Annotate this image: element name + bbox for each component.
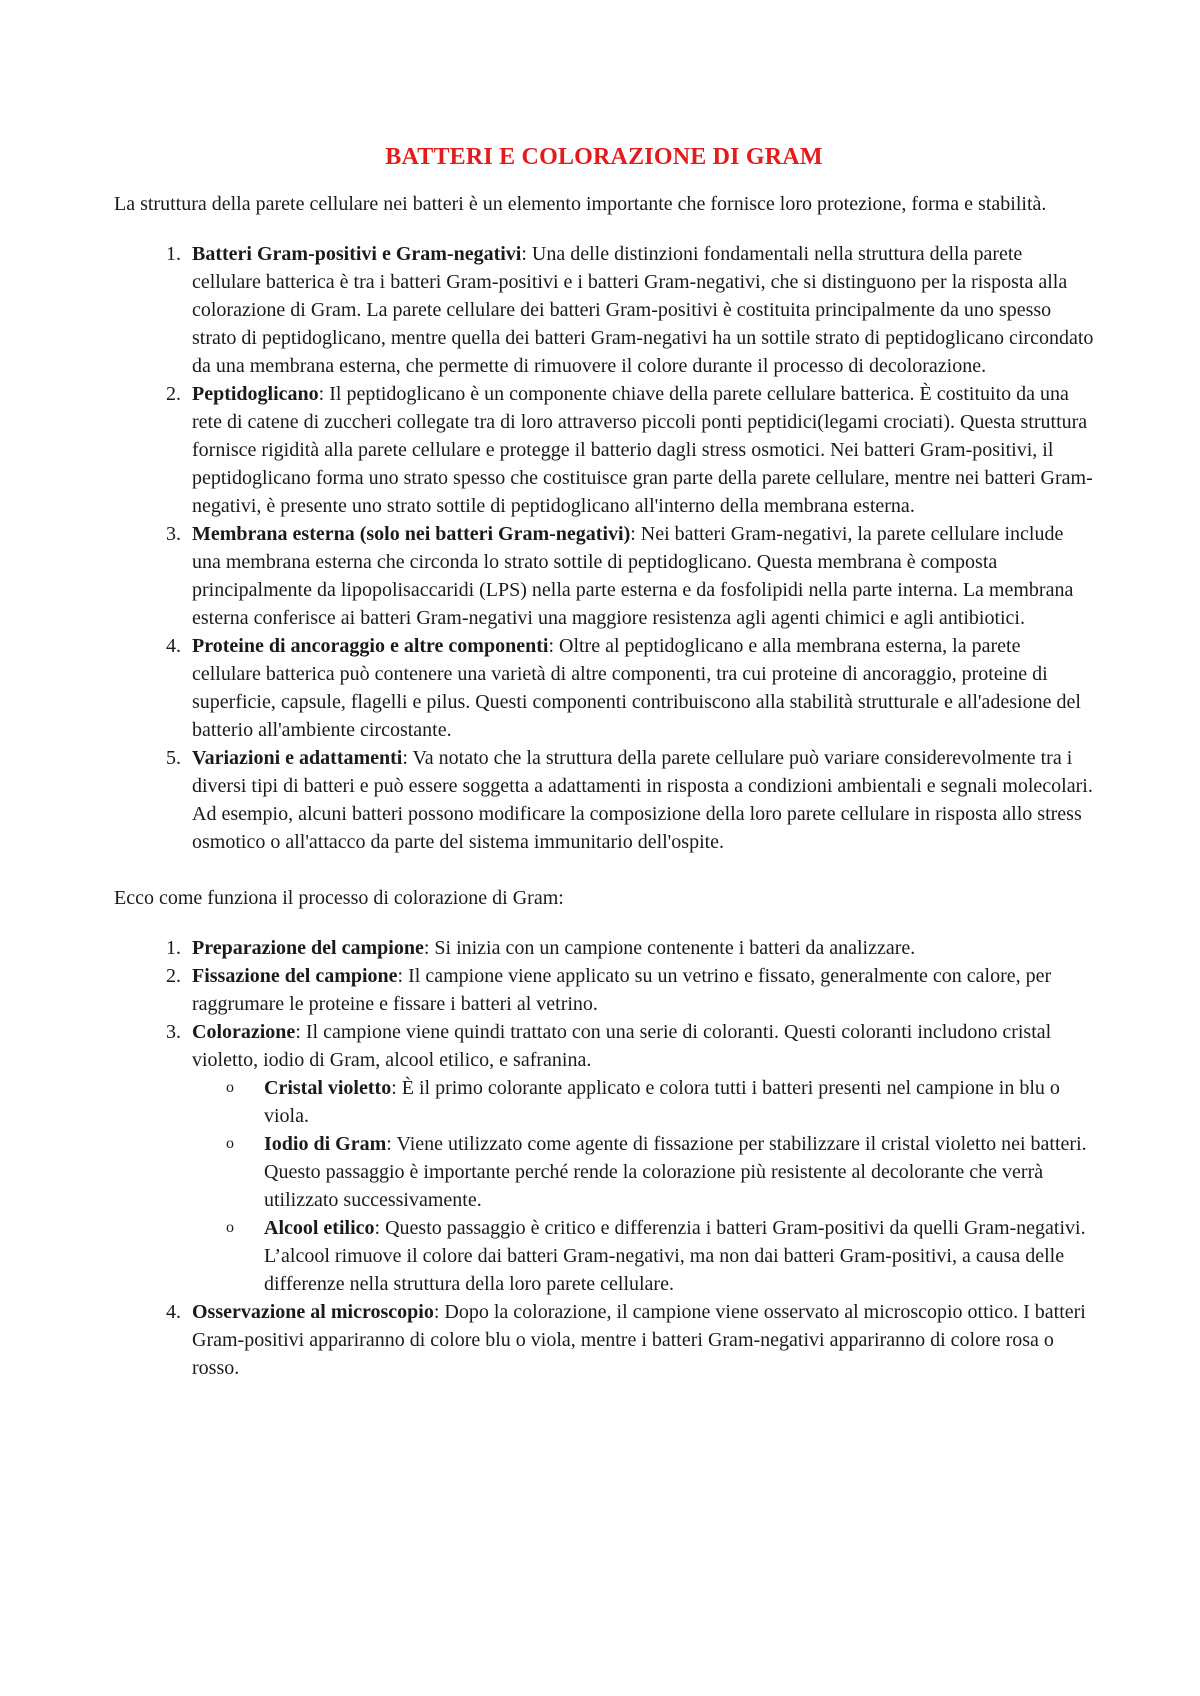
bullet-icon: o <box>226 1079 234 1096</box>
list-item-term: Batteri Gram-positivi e Gram-negativi <box>192 243 522 265</box>
sublist-item <box>226 1074 1094 1130</box>
list-item-term: Osservazione al microscopio <box>192 1301 434 1323</box>
list-item-term: Preparazione del campione <box>192 937 424 959</box>
sublist-item <box>226 1130 1094 1214</box>
list-item-text: : Il campione viene applicato su un vetrino e fissato, generalmente con calore, per raggrumare le proteine e fissare i batteri al vetrino. <box>192 965 1052 1015</box>
sublist-item-text: : È il primo colorante applicato e colora tutti i batteri presenti nel campione in blu o viola. <box>264 1077 1060 1127</box>
list-item-text: : Nei batteri Gram-negativi, la parete cellulare include una membrana esterna che circonda lo strato sottile di peptidoglicano. Questa membrana è composta principalmente da lipopolisaccaridi (LPS) nella parte esterna e da fosfolipidi nella parte interna. La membrana esterna conferisce ai batteri Gram-negativi una maggiore resistenza agli agenti chimici e agli antibiotici. <box>192 523 1074 629</box>
gram-process-list <box>114 934 1094 1382</box>
list-item <box>186 632 1094 744</box>
sublist-item-term: Alcool etilico <box>264 1217 375 1239</box>
list-item-term: Variazioni e adattamenti <box>192 747 403 769</box>
list-item-term: Fissazione del campione <box>192 965 398 987</box>
list-item <box>186 1298 1094 1382</box>
list-item-text: : Il peptidoglicano è un componente chiave della parete cellulare batterica. È costituito da una rete di catene di zuccheri collegate tra di loro attraverso piccoli ponti peptidici(legami crociati). Questa struttura fornisce rigidità alla parete cellulare e protegge il batterio dagli stress osmotici. Nei batteri Gram-positivi, il peptidoglicano forma uno strato spesso che costituisce gran parte della parete cellulare, mentre nei batteri Gram-negativi, è presente uno strato sottile di peptidoglicano all'interno della membrana esterna. <box>192 383 1093 517</box>
bullet-icon: o <box>226 1219 234 1236</box>
list-item <box>186 1018 1094 1298</box>
list-item-text: : Il campione viene quindi trattato con una serie di coloranti. Questi coloranti includono cristal violetto, iodio di Gram, alcool etilico, e safranina. <box>192 1021 1052 1071</box>
list-item-term: Membrana esterna (solo nei batteri Gram-negativi) <box>192 523 631 545</box>
list-item <box>186 934 1094 962</box>
list-item-text: : Oltre al peptidoglicano e alla membrana esterna, la parete cellulare batterica può contenere una varietà di altre componenti, tra cui proteine di ancoraggio, proteine di superficie, capsule, flagelli e pilus. Questi componenti contribuiscono alla stabilità strutturale e all'adesione del batterio all'ambiente circostante. <box>192 635 1081 741</box>
sublist-item <box>226 1214 1094 1298</box>
wall-structure-list <box>114 240 1094 856</box>
list-item-term: Colorazione <box>192 1021 296 1043</box>
document-page <box>114 142 1094 1410</box>
bullet-icon: o <box>226 1135 234 1152</box>
stain-sublist <box>192 1074 1094 1298</box>
intro-paragraph: La struttura della parete cellulare nei batteri è un elemento importante che fornisce loro protezione, forma e stabilità. <box>114 193 1047 215</box>
list-item-text: : Si inizia con un campione contenente i batteri da analizzare. <box>423 937 916 959</box>
sublist-item-text: : Viene utilizzato come agente di fissazione per stabilizzare il cristal violetto nei batteri. Questo passaggio è importante perché rende la colorazione più resistente al decolorante che verrà utilizzato successivamente. <box>264 1133 1087 1211</box>
sublist-item-text: : Questo passaggio è critico e differenzia i batteri Gram-positivi da quelli Gram-negativi. L’alcool rimuove il colore dai batteri Gram-negativi, ma non dai batteri Gram-positivi, a causa delle differenze nella struttura della loro parete cellulare. <box>264 1217 1086 1295</box>
list-item <box>186 380 1094 520</box>
list-item-term: Proteine di ancoraggio e altre componenti <box>192 635 549 657</box>
list-item-term: Peptidoglicano <box>192 383 319 405</box>
list-item <box>186 962 1094 1018</box>
document-title: BATTERI E COLORAZIONE DI GRAM <box>385 144 823 170</box>
sublist-item-term: Cristal violetto <box>264 1077 392 1099</box>
list-item-text: : Va notato che la struttura della parete cellulare può variare considerevolmente tra i diversi tipi di batteri e può essere soggetta a adattamenti in risposta a condizioni ambientali e segnali molecolari. Ad esempio, alcuni batteri possono modificare la composizione della loro parete cellulare in risposta allo stress osmotico o all'attacco da parte del sistema immunitario dell'ospite. <box>192 747 1093 853</box>
sublist-item-term: Iodio di Gram <box>264 1133 387 1155</box>
process-intro-paragraph: Ecco come funziona il processo di colorazione di Gram: <box>114 887 564 909</box>
list-item-text: : Dopo la colorazione, il campione viene osservato al microscopio ottico. I batteri Gram-positivi appariranno di colore blu o viola, mentre i batteri Gram-negativi appariranno di colore rosa o rosso. <box>192 1301 1086 1379</box>
list-item <box>186 520 1094 632</box>
list-item <box>186 744 1094 856</box>
list-item <box>186 240 1094 380</box>
list-item-text: : Una delle distinzioni fondamentali nella struttura della parete cellulare batterica è tra i batteri Gram-positivi e i batteri Gram-negativi, che si distinguono per la risposta alla colorazione di Gram. La parete cellulare dei batteri Gram-positivi è costituita principalmente da uno spesso strato di peptidoglicano, mentre quella dei batteri Gram-negativi ha un sottile strato di peptidoglicano circondato da una membrana esterna, che permette di rimuovere il colore durante il processo di decolorazione. <box>192 243 1094 377</box>
